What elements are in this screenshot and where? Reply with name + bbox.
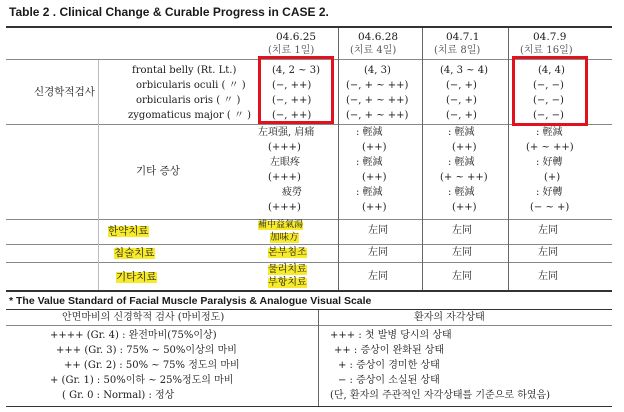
col3-date: 04.7.1: [446, 31, 480, 43]
treat-label-herbal: 한약치료: [108, 225, 149, 237]
col3-day: (치료 8일): [434, 45, 481, 56]
neuro-row-name: orbicularis oculi ( 〃 ): [136, 80, 246, 91]
symptom-status: : 輕減: [448, 187, 475, 198]
rule-herb: [6, 244, 612, 245]
symptom-status: : 輕減: [356, 157, 383, 168]
rule-top: [6, 26, 612, 28]
symptom-grade: (+ ~ ++): [526, 142, 574, 153]
neuro-cell: (−, + ~ ++): [346, 110, 409, 121]
treat-same: 左同: [368, 247, 388, 258]
neuro-cell: (4, 2 ~ 3): [272, 65, 320, 76]
treat-acu-1: 본부침조: [268, 247, 307, 258]
standard-left-head: 안면마비의 신경학적 검사 (마비정도): [62, 312, 225, 323]
symptom-status: : 輕減: [356, 187, 383, 198]
treat-same: 左同: [452, 225, 472, 236]
standard-left-item: ++++ (Gr. 4) : 완전마비(75%이상): [50, 330, 217, 341]
treat-same: 左同: [452, 271, 472, 282]
neuro-label: 신경학적검사: [34, 86, 95, 98]
rule-other: [6, 219, 612, 220]
col4-day: (치료 16일): [520, 45, 573, 56]
symptom-grade: (++): [362, 202, 387, 213]
treat-other-2: 부항치료: [268, 277, 307, 288]
symptom-base: (+++): [268, 142, 301, 153]
neuro-cell: (−, +): [446, 110, 477, 121]
other-label: 기타 증상: [136, 165, 180, 177]
symptom-grade: (− ~ +): [530, 202, 570, 213]
symptom-grade: (++): [452, 202, 477, 213]
neuro-cell: (4, 3 ~ 4): [440, 65, 488, 76]
neuro-cell: (−, +): [446, 80, 477, 91]
symptom-grade: (++): [362, 142, 387, 153]
neuro-cell: (4, 4): [538, 65, 565, 76]
rule-end: [6, 406, 612, 407]
neuro-row-name: zygomaticus major ( 〃 ): [128, 110, 252, 121]
symptom-status: : 好轉: [536, 157, 563, 168]
treat-herbal-1: 補中益氣湯: [258, 220, 304, 230]
treat-same: 左同: [368, 225, 388, 236]
neuro-cell: (−, ++): [272, 80, 312, 91]
col2-day: (치료 4일): [350, 45, 397, 56]
rule-sec2-head: [6, 325, 612, 326]
symptom-base: (+++): [268, 202, 301, 213]
standard-right-item: ++ : 증상이 완화된 상태: [334, 345, 445, 356]
col2-date: 04.6.28: [358, 31, 399, 43]
neuro-row-name: frontal belly (Rt. Lt.): [132, 65, 237, 76]
standard-left-item: + (Gr. 1) : 50%이하 ~ 25%정도의 마비: [50, 375, 234, 386]
treat-same: 左同: [368, 271, 388, 282]
neuro-cell: (−, + ~ ++): [346, 80, 409, 91]
neuro-cell: (−, +): [446, 95, 477, 106]
treat-label-acupuncture: 침술치료: [114, 247, 155, 259]
col1-day: (치료 1일): [268, 45, 315, 56]
treat-same: 左同: [452, 247, 472, 258]
standard-right-item: +++ : 첫 발병 당시의 상태: [330, 330, 452, 341]
col-sep-label: [98, 60, 99, 290]
neuro-cell: (−, −): [533, 110, 564, 121]
treat-other-1: 물리치료: [268, 264, 307, 275]
rule-acu: [6, 262, 612, 263]
symptom-status: : 輕減: [356, 127, 383, 138]
standard-right-head: 환자의 자각상태: [414, 312, 485, 323]
neuro-cell: (−, ++): [272, 95, 312, 106]
standard-left-item: ( Gr. 0 : Normal) : 정상: [62, 390, 175, 401]
standard-right-item: − : 증상이 소실된 상태: [338, 375, 440, 386]
neuro-cell: (−, ++): [272, 110, 312, 121]
neuro-row-name: orbicularis oris ( 〃 ): [136, 95, 241, 106]
treat-label-other: 기타치료: [116, 271, 157, 283]
treat-same: 左同: [538, 247, 558, 258]
symptom-base: (+++): [268, 172, 301, 183]
highlight-box-day1: [258, 56, 334, 124]
treat-same: 左同: [538, 271, 558, 282]
symptom-status: : 輕減: [448, 127, 475, 138]
standard-heading: * The Value Standard of Facial Muscle Paralysis & Analogue Visual Scale: [9, 295, 372, 307]
symptom-name: 左項强, 肩痛: [258, 127, 315, 138]
highlight-box-day16: [512, 56, 588, 126]
symptom-grade: (++): [362, 172, 387, 183]
standard-right-item: + : 증상이 경미한 상태: [338, 360, 440, 371]
neuro-cell: (−, −): [533, 95, 564, 106]
standard-left-item: +++ (Gr. 3) : 75% ~ 50%이상의 마비: [56, 345, 237, 356]
standard-left-item: ++ (Gr. 2) : 50% ~ 75% 정도의 마비: [64, 360, 240, 371]
symptom-grade: (+ ~ ++): [440, 172, 488, 183]
symptom-status: : 輕減: [448, 157, 475, 168]
symptom-name: 疲勞: [282, 187, 302, 198]
rule-sec2-top: [6, 309, 612, 310]
standard-right-item: (단, 환자의 주관적인 자각상태를 기준으로 하였음): [330, 390, 551, 401]
symptom-status: : 輕減: [536, 127, 563, 138]
symptom-status: : 好轉: [536, 187, 563, 198]
treat-herbal-2: 加味方: [270, 232, 299, 243]
symptom-grade: (++): [452, 142, 477, 153]
table-title: Table 2 . Clinical Change & Curable Progress in CASE 2.: [9, 5, 329, 19]
neuro-cell: (−, + ~ ++): [346, 95, 409, 106]
col1-date: 04.6.25: [276, 31, 317, 43]
neuro-cell: (4, 3): [364, 65, 391, 76]
col-sep-sec2: [318, 310, 319, 406]
neuro-cell: (−, −): [533, 80, 564, 91]
col-sep-2: [422, 28, 423, 290]
rule-bottom: [6, 290, 612, 292]
col-sep-3: [508, 28, 509, 290]
col-sep-1: [338, 28, 339, 290]
symptom-grade: (+): [544, 172, 561, 183]
col4-date: 04.7.9: [533, 31, 567, 43]
treat-same: 左同: [538, 225, 558, 236]
symptom-name: 左眼疼: [270, 157, 300, 168]
